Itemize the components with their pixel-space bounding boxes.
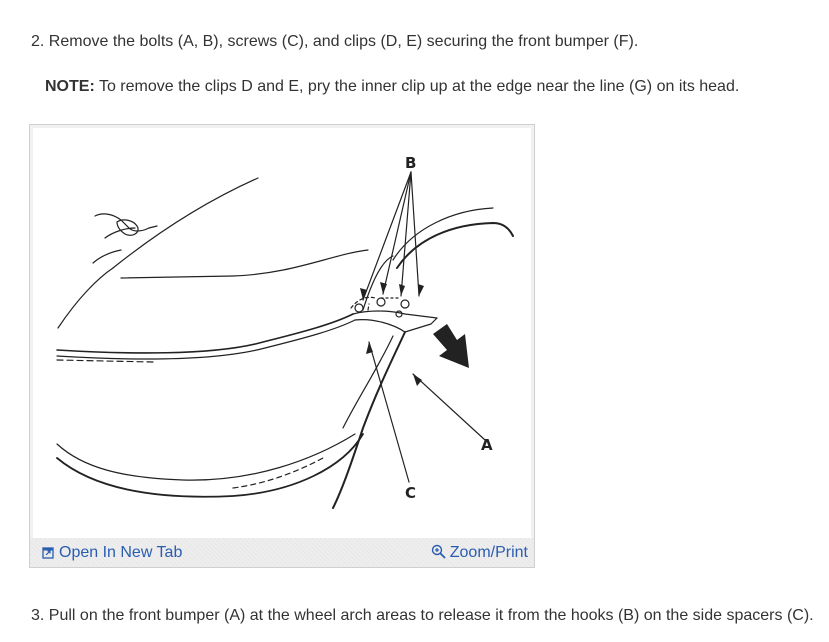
magnifier-plus-icon [431,544,446,559]
callout-b-label: B [405,154,417,172]
step-3-instruction: 3. Pull on the front bumper (A) at the wheel arch areas to release it from the hooks (B) on the side spacers (C). [31,607,814,624]
open-in-new-tab-link[interactable] [42,544,182,562]
bumper-illustration [33,128,531,538]
zoom-print-label: Zoom/Print [449,544,528,561]
open-in-new-tab-label: Open In New Tab [59,544,183,561]
zoom-print-link[interactable] [431,544,528,562]
note-paragraph [45,77,739,97]
step-2-instruction: 2. Remove the bolts (A, B), screws (C), and clips (D, E) securing the front bumper (F). [31,33,639,50]
open-new-tab-icon [42,546,55,559]
note-label: NOTE: [45,78,95,95]
bumper-diagram [33,128,531,538]
callout-c-label: C [405,484,417,502]
figure-footer-bar [30,538,534,567]
note-text: To remove the clips D and E, pry the inner clip up at the edge near the line (G) on its head. [94,78,740,95]
figure-container [29,124,535,568]
callout-a-label: A [481,436,493,454]
